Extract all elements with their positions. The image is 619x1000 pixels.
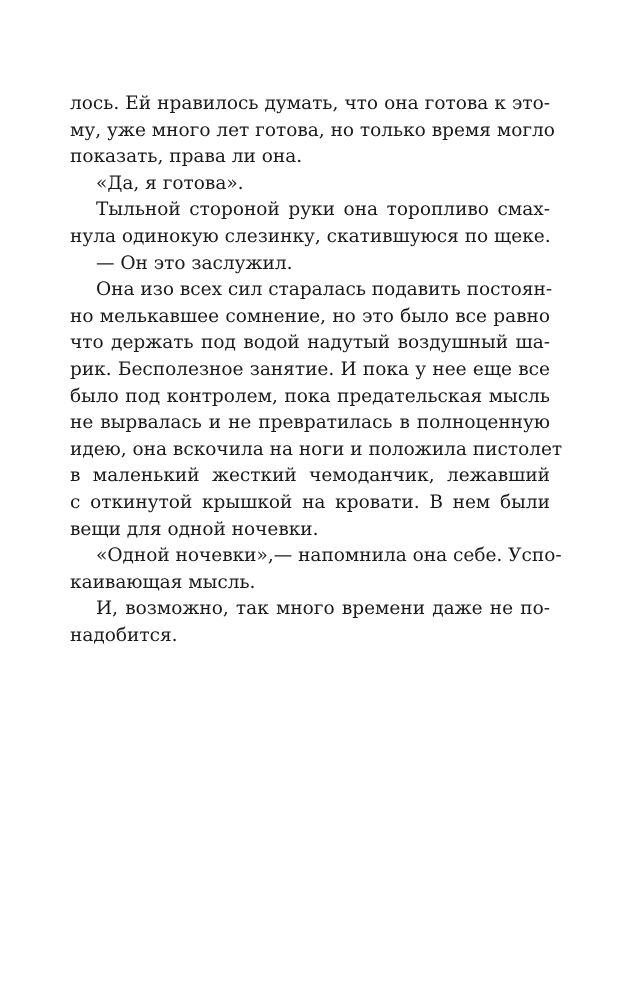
text-line: с откинутой крышкой на кровати. В нем были	[70, 491, 550, 513]
text-line: лось. Ей нравилось думать, что она готова к это-	[70, 93, 550, 114]
text-line: вещи для одной ночевки.	[70, 518, 319, 540]
text-line: что держать под водой надутый воздушный ша-	[70, 332, 550, 354]
text-line: Она изо всех сил старалась подавить постоян-	[96, 279, 553, 301]
text-line: идею, она вскочила на ноги и положила пистолет	[70, 438, 563, 460]
text-line: каивающая мысль.	[70, 571, 256, 593]
text-line: му, уже много лет готова, но только время могло	[70, 119, 555, 141]
text-line: нула одинокую слезинку, скатившуюся по щеке.	[70, 225, 551, 247]
body-text	[70, 91, 563, 649]
text-line: показать, права ли она.	[70, 146, 303, 168]
text-line: рик. Бесполезное занятие. И пока у нее еще все	[70, 358, 550, 380]
text-line: Тыльной стороной руки она торопливо смах-	[96, 199, 550, 221]
text-line: не вырвалась и не превратилась в полноценную	[70, 412, 550, 434]
text-line: — Он это заслужил.	[96, 252, 293, 274]
text-line: но мелькавшее сомнение, но это было все равно	[70, 305, 550, 327]
text-line: надобится.	[70, 624, 178, 646]
text-line: И, возможно, так много времени даже не по-	[96, 598, 550, 620]
text-line: в маленький жесткий чемоданчик, лежавший	[70, 465, 550, 487]
text-line: было под контролем, пока предательская мысль	[70, 385, 550, 407]
text-line: «Да, я готова».	[96, 172, 244, 194]
text-line: «Одной ночевки»,— напомнила она себе. Успо-	[96, 545, 562, 567]
